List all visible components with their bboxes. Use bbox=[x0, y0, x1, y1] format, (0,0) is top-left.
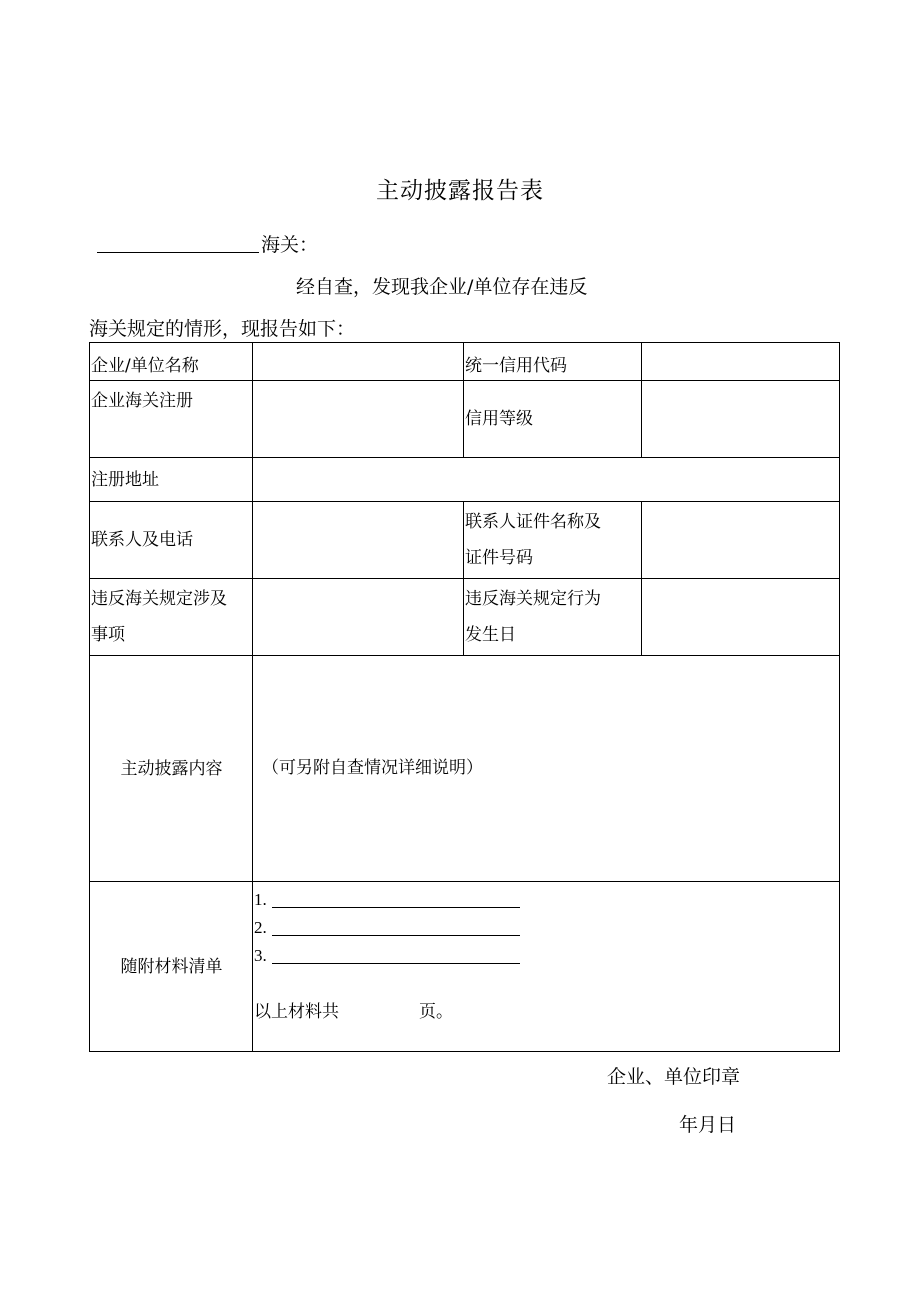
materials-label: 随附材料清单 bbox=[90, 882, 253, 1052]
contact-field[interactable] bbox=[253, 502, 464, 579]
address-field[interactable] bbox=[253, 458, 840, 502]
intro-line-2: 海关规定的情形，现报告如下： bbox=[89, 318, 356, 340]
credit-code-label: 统一信用代码 bbox=[464, 343, 642, 381]
violation-date-label-line-2: 发生日 bbox=[465, 625, 516, 645]
violation-item-field[interactable] bbox=[253, 579, 464, 656]
table-row bbox=[90, 343, 840, 381]
violation-date-field[interactable] bbox=[642, 579, 840, 656]
intro-line-1: 经自查，发现我企业/单位存在违反 bbox=[296, 276, 588, 298]
table-row bbox=[90, 458, 840, 502]
contact-id-label-line-1: 联系人证件名称及 bbox=[465, 512, 601, 532]
materials-field[interactable] bbox=[253, 882, 840, 1052]
customs-registration-label: 企业海关注册 bbox=[90, 381, 253, 458]
credit-grade-label: 信用等级 bbox=[464, 381, 642, 458]
customs-registration-field[interactable] bbox=[253, 381, 464, 458]
disclosure-content-field[interactable] bbox=[253, 656, 840, 882]
violation-item-label-line-2: 事项 bbox=[91, 625, 125, 645]
enterprise-name-field[interactable] bbox=[253, 343, 464, 381]
addressee-line bbox=[97, 230, 318, 257]
violation-item-label-line-1: 违反海关规定涉及 bbox=[91, 589, 227, 609]
table-row bbox=[90, 656, 840, 882]
violation-date-label bbox=[464, 579, 642, 656]
table-row bbox=[90, 882, 840, 1052]
contact-id-label bbox=[464, 502, 642, 579]
contact-id-field[interactable] bbox=[642, 502, 840, 579]
disclosure-form-table bbox=[89, 342, 840, 1052]
disclosure-content-label: 主动披露内容 bbox=[90, 656, 253, 882]
materials-total-prefix: 以上材料共 bbox=[254, 1002, 339, 1022]
customs-name-blank[interactable] bbox=[97, 232, 259, 253]
credit-grade-field[interactable] bbox=[642, 381, 840, 458]
violation-item-label bbox=[90, 579, 253, 656]
materials-total-suffix: 页。 bbox=[419, 1002, 453, 1022]
credit-code-field[interactable] bbox=[642, 343, 840, 381]
material-item[interactable]: 3. bbox=[254, 942, 839, 970]
disclosure-note: （可另附自查情况详细说明） bbox=[262, 757, 483, 778]
material-item[interactable]: 1. bbox=[254, 886, 839, 914]
table-row bbox=[90, 579, 840, 656]
date-label: 年月日 bbox=[679, 1114, 737, 1136]
table-row bbox=[90, 381, 840, 458]
violation-date-label-line-1: 违反海关规定行为 bbox=[465, 589, 601, 609]
contact-id-label-line-2: 证件号码 bbox=[465, 548, 533, 568]
seal-label: 企业、单位印章 bbox=[607, 1066, 741, 1088]
addressee-suffix: 海关： bbox=[261, 234, 319, 256]
enterprise-name-label: 企业/单位名称 bbox=[90, 343, 253, 381]
contact-label: 联系人及电话 bbox=[90, 502, 253, 579]
material-item[interactable]: 2. bbox=[254, 914, 839, 942]
page-title: 主动披露报告表 bbox=[376, 178, 544, 204]
address-label: 注册地址 bbox=[90, 458, 253, 502]
table-row bbox=[90, 502, 840, 579]
materials-total bbox=[254, 1000, 839, 1024]
